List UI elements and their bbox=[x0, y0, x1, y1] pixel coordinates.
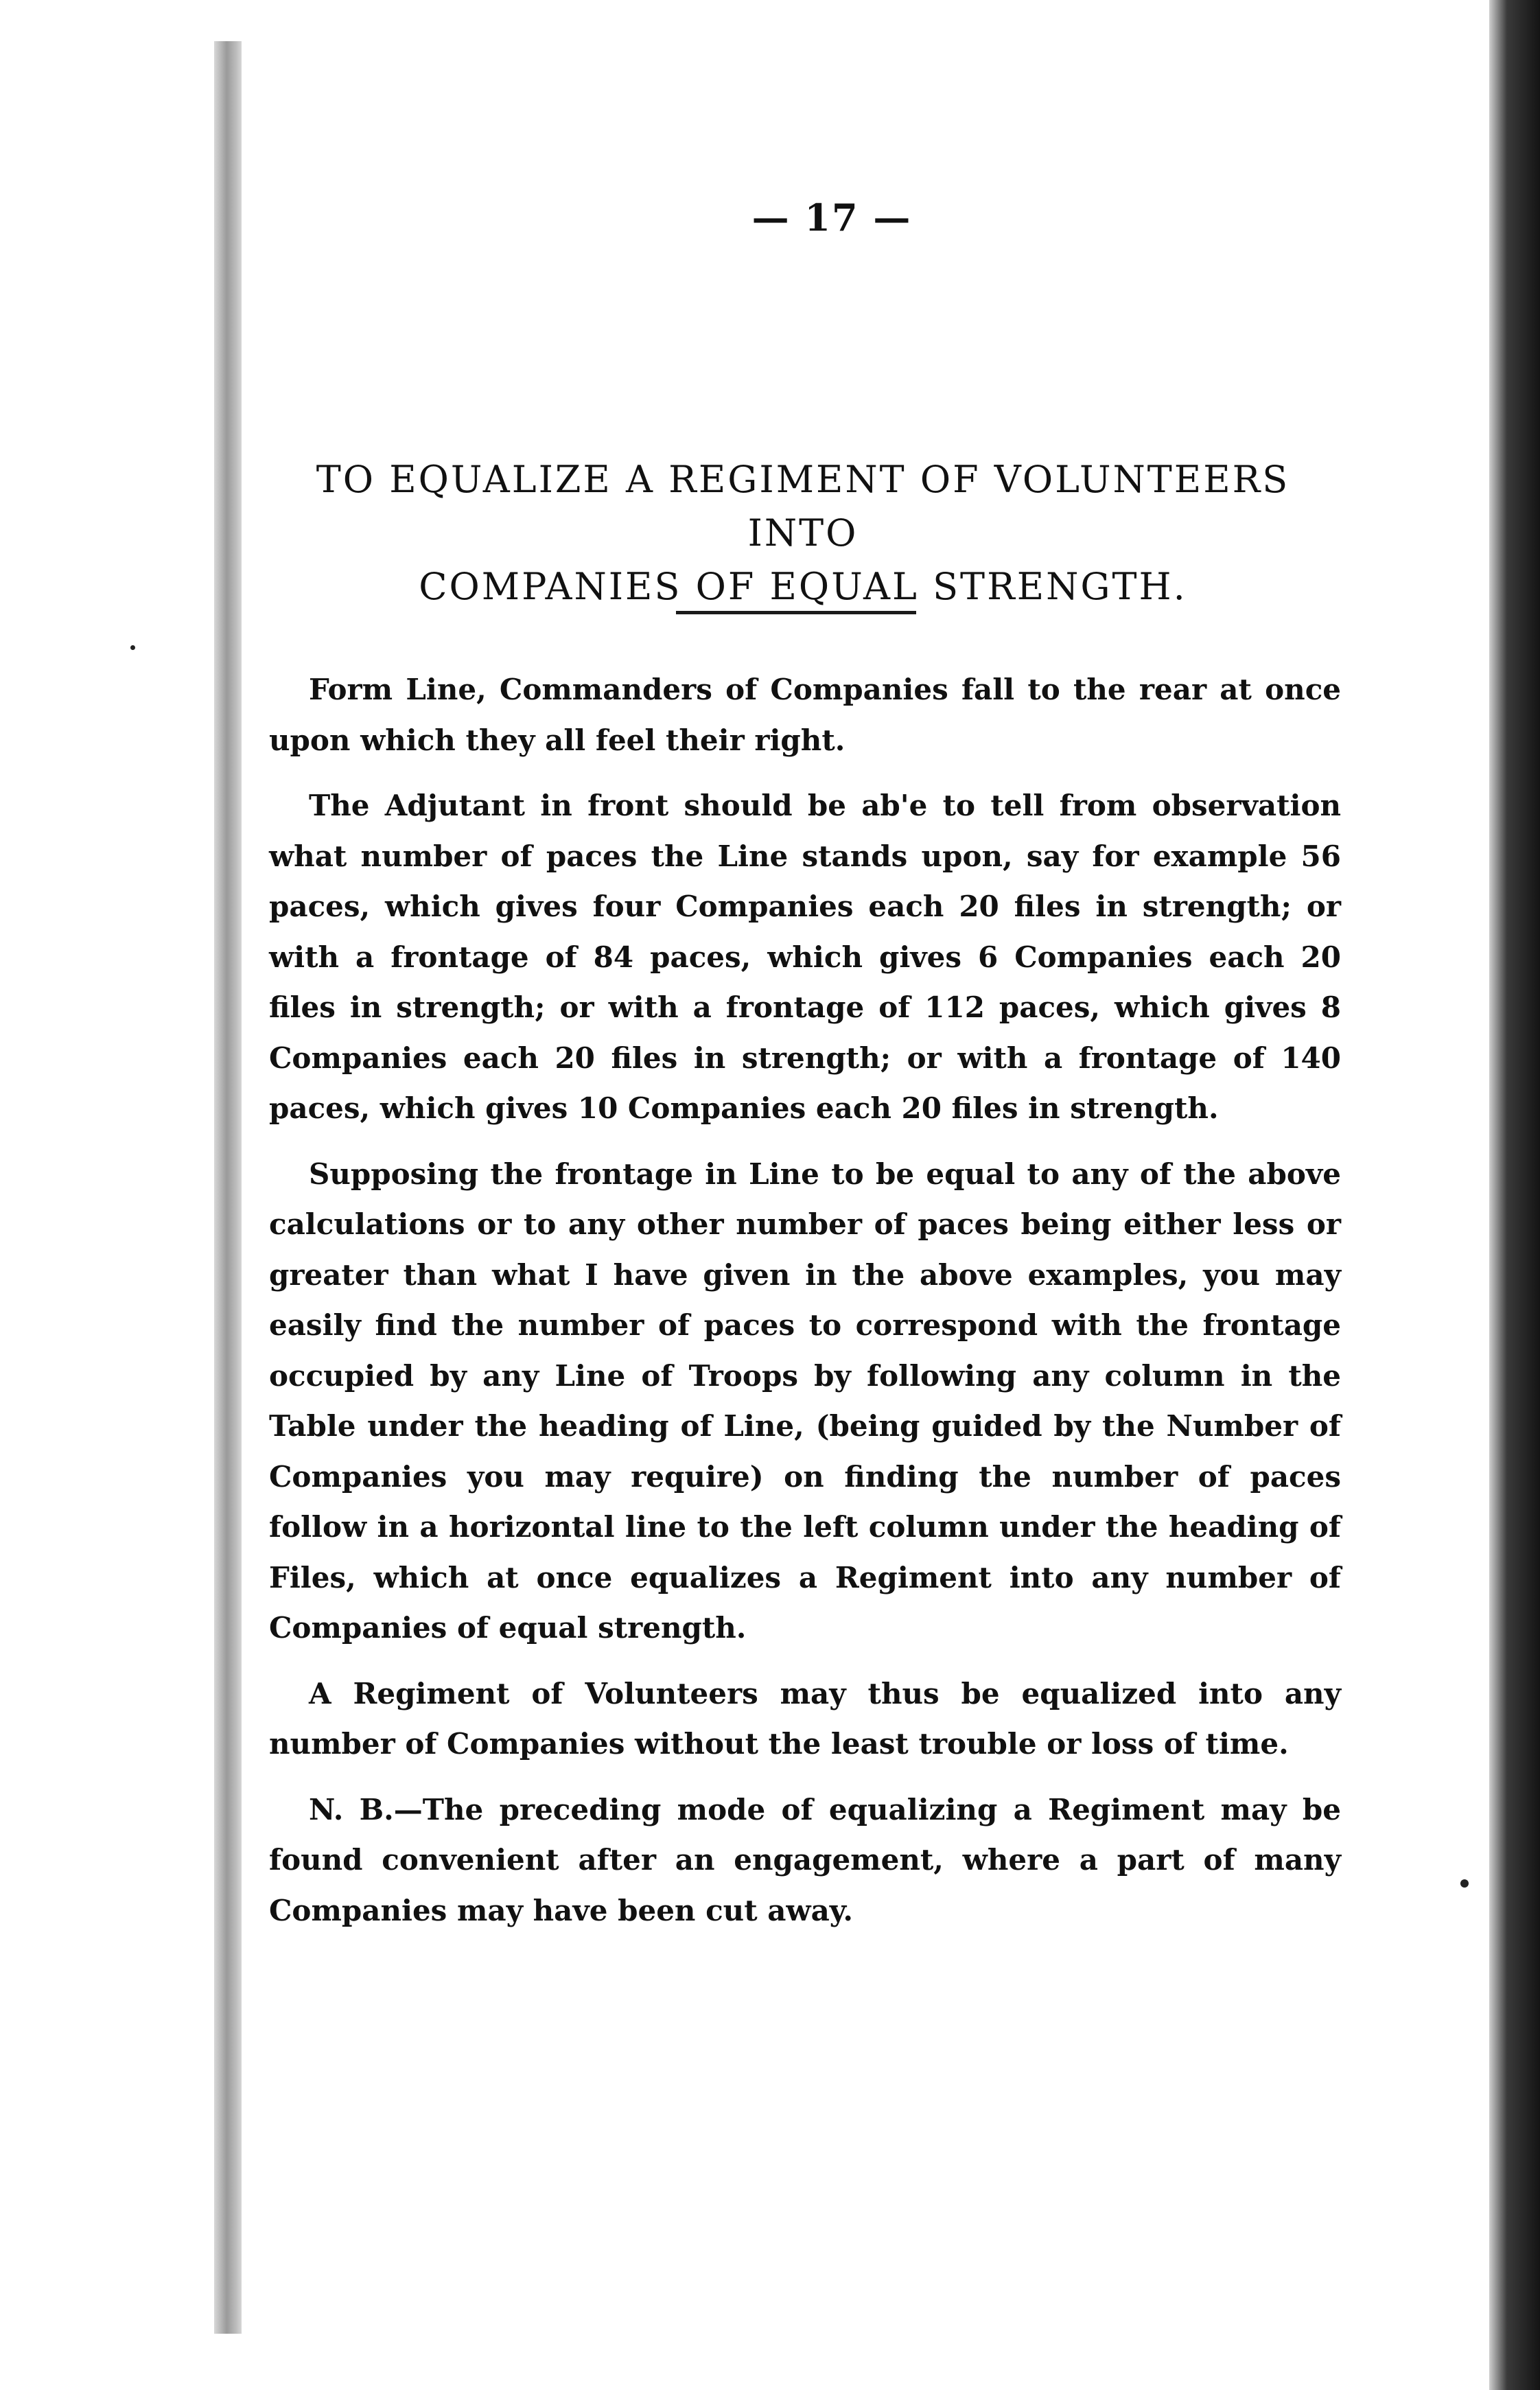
heading-line-1: TO EQUALIZE A REGIMENT OF VOLUNTEERS INTO bbox=[316, 458, 1290, 555]
section-heading bbox=[268, 453, 1338, 614]
paragraph: A Regiment of Volunteers may thus be equalized into any number of Companies without the least trouble or loss of time. bbox=[269, 1676, 1341, 1761]
scan-speck bbox=[1460, 1879, 1469, 1888]
scan-speck bbox=[130, 645, 135, 650]
paragraph: Form Line, Commanders of Companies fall to the rear at once upon which they all feel their right. bbox=[269, 673, 1341, 757]
heading-line-2: COMPANIES OF EQUAL STRENGTH. bbox=[419, 565, 1187, 608]
paragraph: The Adjutant in front should be ab'e to tell from observation what number of paces the Line stands upon, say for example 56 paces, which gives four Companies each 20 files in strength; or with a frontage of 84 paces, which gives 6 Companies each 20 files in strength; or with a frontage of 112 paces, which gives 8 Companies each 20 files in strength; or with a frontage of 140 paces, which gives 10 Companies each 20 files in strength. bbox=[269, 789, 1341, 1125]
paragraph: N. B.—The preceding mode of equalizing a Regiment may be found convenient after an engagement, where a part of many Companies may have been cut away. bbox=[269, 1792, 1341, 1927]
paragraph: Supposing the frontage in Line to be equal to any of the above calculations or to any other number of paces being either less or greater than what I have given in the above examples, you may easily find the number of paces to correspond with the frontage occupied by any Line of Troops by following any column in the Table under the heading of Line, (being guided by the Number of Companies you may require) on finding the number of paces follow in a horizontal line to the left column under the heading of Files, which at once equalizes a Regiment into any number of Companies of equal strength. bbox=[269, 1157, 1341, 1645]
page-edge-shadow bbox=[1489, 0, 1540, 2390]
page-number: — 17 — bbox=[751, 196, 912, 240]
body-text bbox=[269, 664, 1341, 1951]
heading-divider bbox=[676, 611, 916, 614]
facing-blank-page bbox=[0, 0, 226, 2390]
